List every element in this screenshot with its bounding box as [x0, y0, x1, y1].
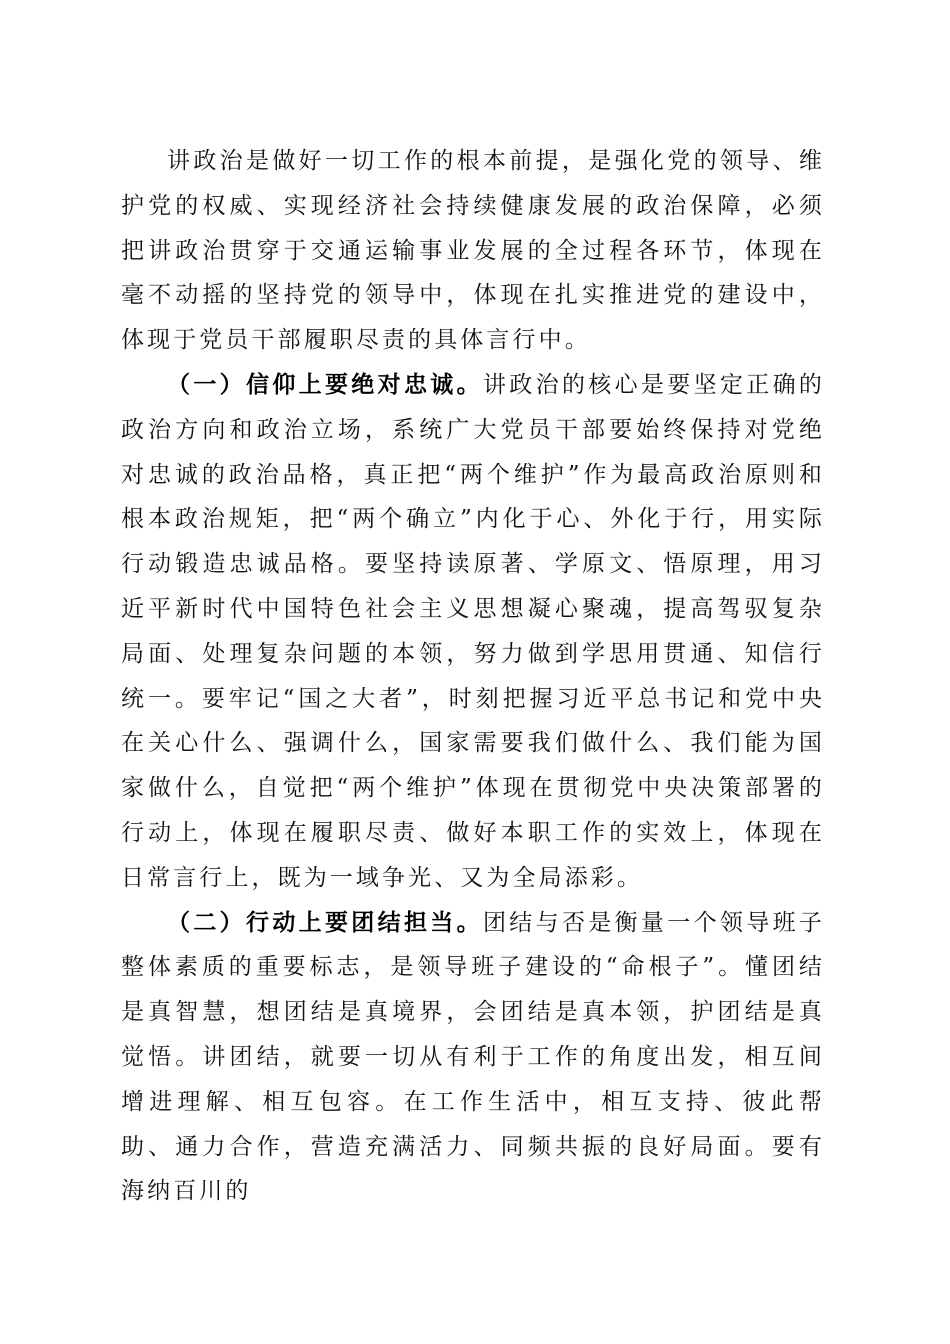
section-1-text: 讲政治的核心是要坚定正确的政治方向和政治立场，系统广大党员干部要始终保持对党绝对忠诚的政治品格，真正把“两个维护”作为最高政治原则和根本政治规矩，把“两个确立”内化于心、外化于行，用实际行动锻造忠诚品格。要坚持读原著、学原文、悟原理，用习近平新时代中国特色社会主义思想凝心聚魂，提高驾驭复杂局面、处理复杂问题的本领，努力做到学思用贯通、知信行统一。要牢记“国之大者”，时刻把握习近平总书记和党中央在关心什么、强调什么，国家需要我们做什么、我们能为国家做什么，自觉把“两个维护”体现在贯彻党中央决策部署的行动上，体现在履职尽责、做好本职工作的实效上，体现在日常言行上，既为一域争光、又为全局添彩。	[121, 371, 825, 891]
paragraph-section-1	[121, 363, 825, 901]
paragraph-intro-text: 讲政治是做好一切工作的根本前提，是强化党的领导、维护党的权威、实现经济社会持续健康发展的政治保障，必须把讲政治贯穿于交通运输事业发展的全过程各环节，体现在毫不动摇的坚持党的领导中，体现在扎实推进党的建设中，体现于党员干部履职尽责的具体言行中。	[121, 148, 825, 354]
section-2-heading: （二）行动上要团结担当。	[167, 909, 483, 936]
paragraph-section-2	[121, 901, 825, 1215]
section-1-heading: （一）信仰上要绝对忠诚。	[167, 371, 483, 398]
document-body	[121, 139, 825, 1214]
section-2-text: 团结与否是衡量一个领导班子整体素质的重要标志，是领导班子建设的“命根子”。懂团结是真智慧，想团结是真境界，会团结是真本领，护团结是真觉悟。讲团结，就要一切从有利于工作的角度出发，相互间增进理解、相互包容。在工作生活中，相互支持、彼此帮助、通力合作，营造充满活力、同频共振的良好局面。要有海纳百川的	[121, 909, 825, 1205]
paragraph-intro	[121, 139, 825, 363]
